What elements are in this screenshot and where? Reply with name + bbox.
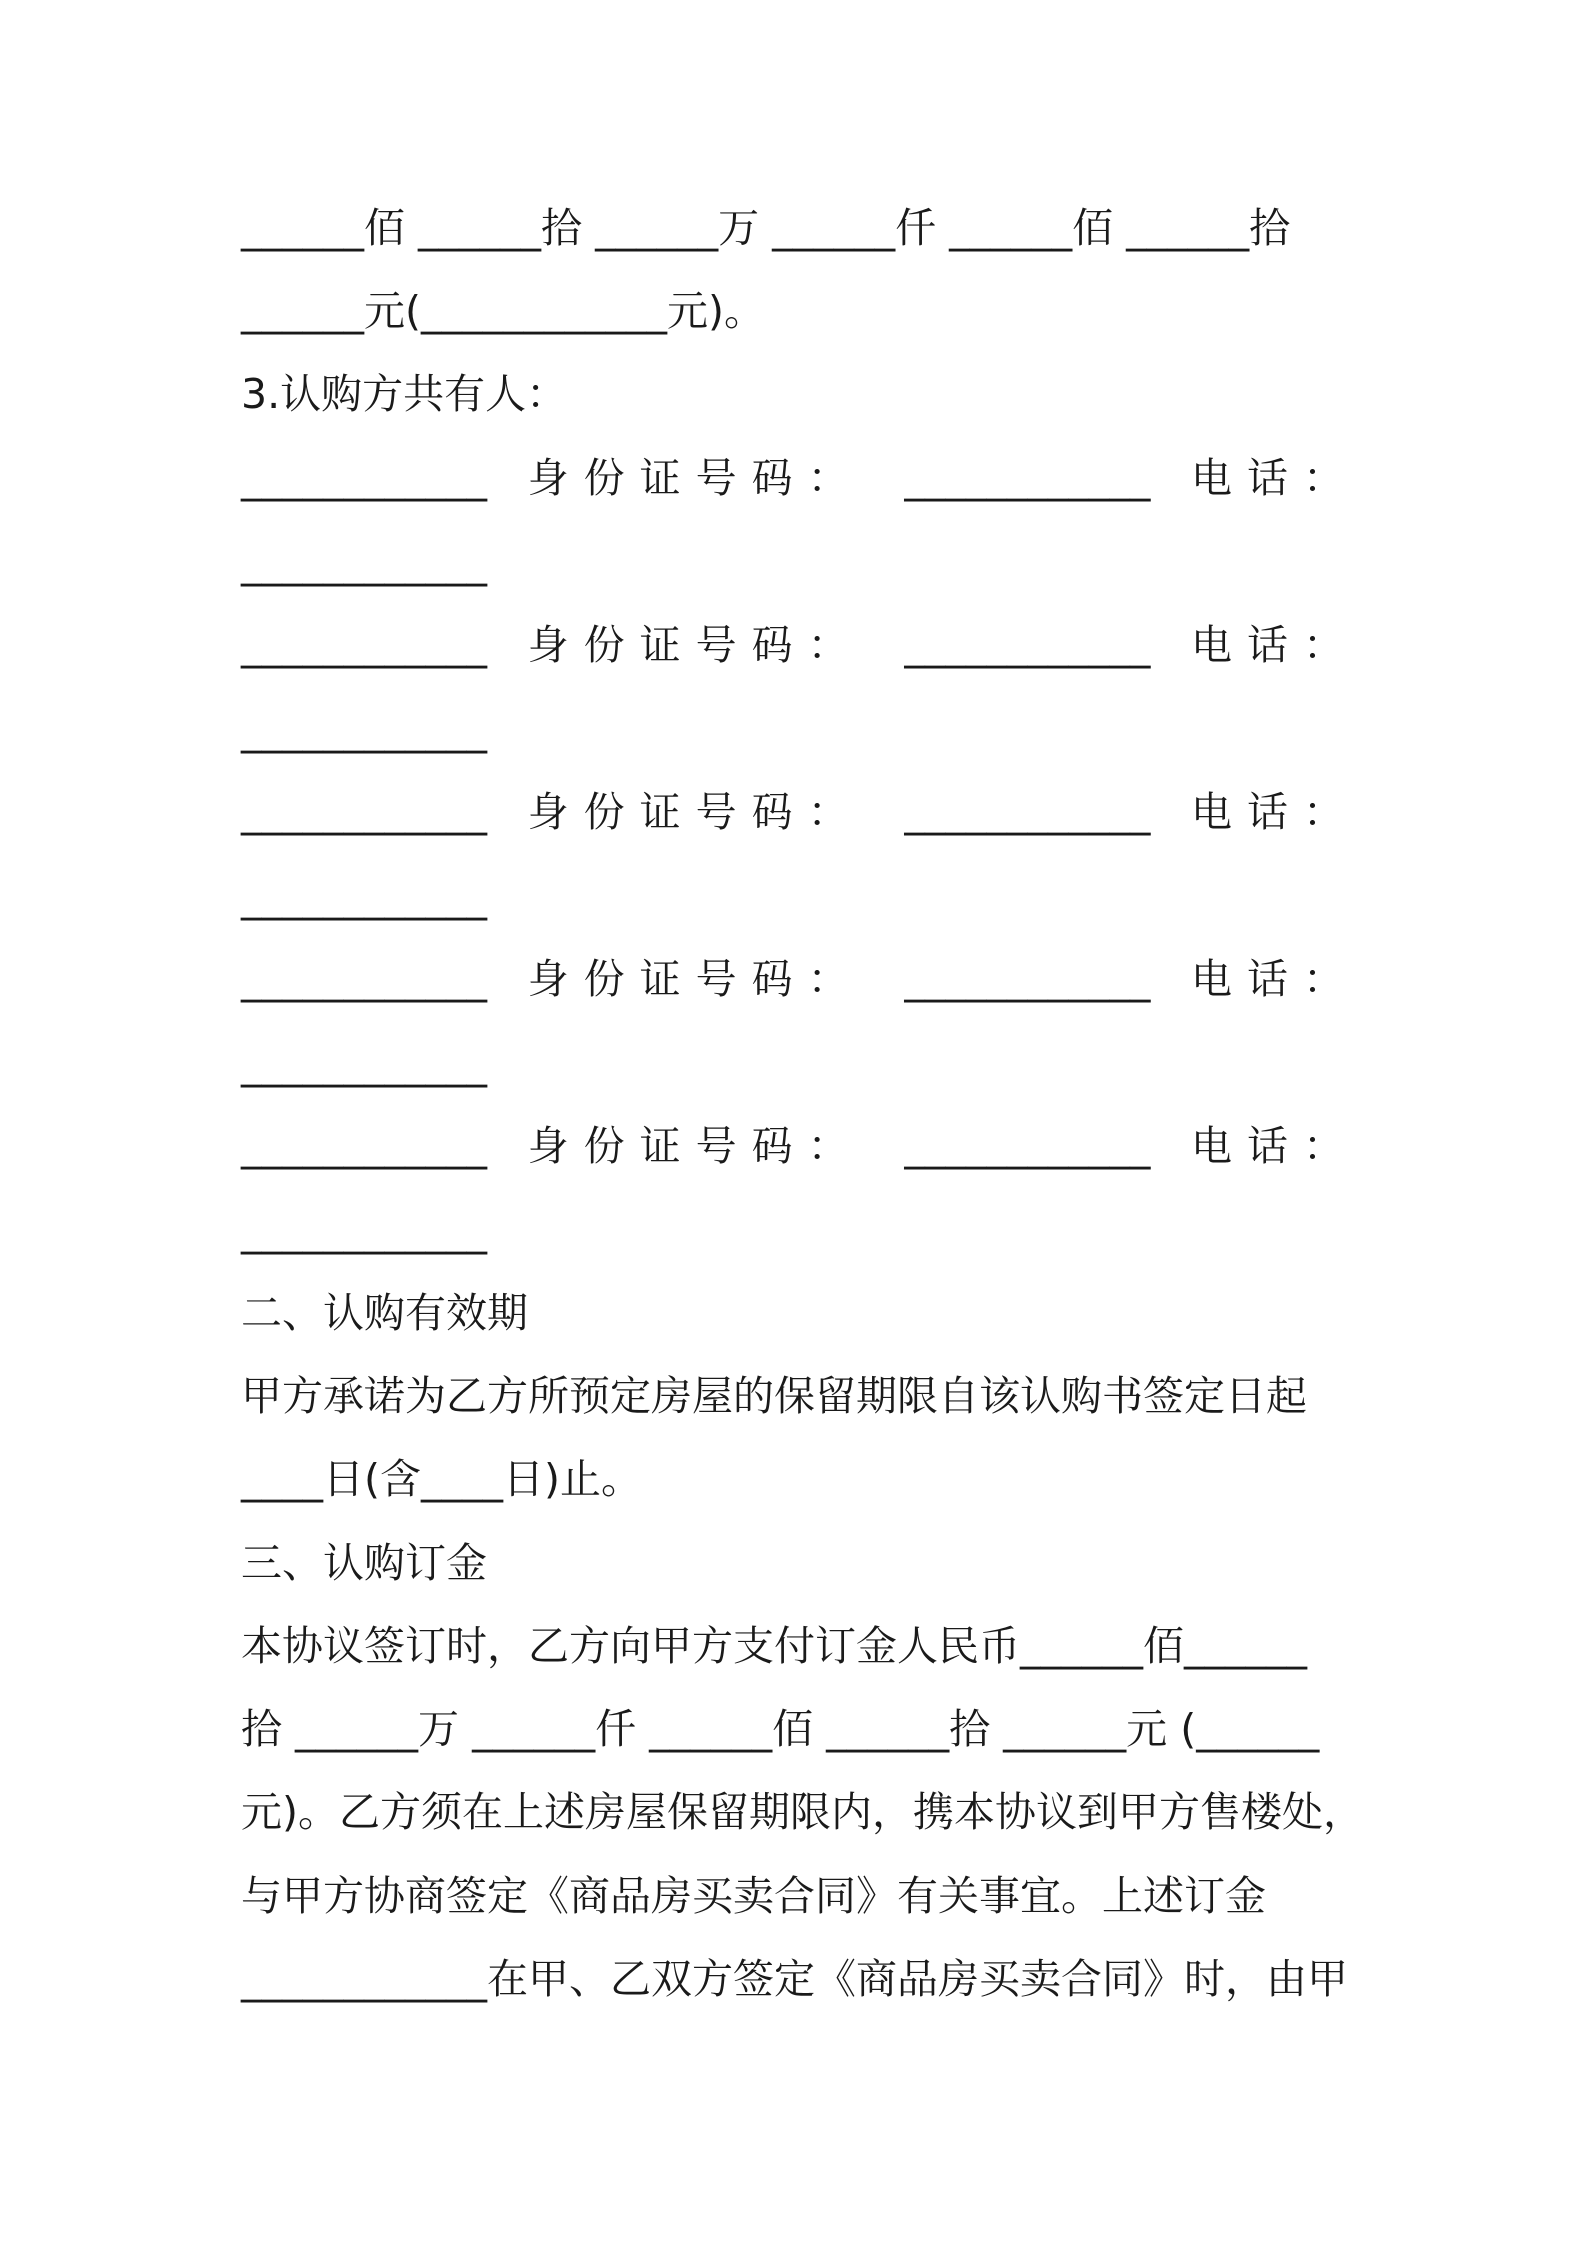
section-3-paragraph-line-2: 拾 ______万 ______仟 ______佰 ______拾 ______元 (______ xyxy=(241,1705,1320,1753)
section-3-title: 三、认购订金 xyxy=(241,1539,487,1587)
section-2-title: 二、认购有效期 xyxy=(241,1289,528,1337)
phone-blank-3: ____________ xyxy=(241,873,487,921)
id-label: 身份证号码： xyxy=(527,454,864,502)
name-blank: ____________ xyxy=(241,621,487,669)
id-blank: ____________ xyxy=(904,788,1151,836)
co-owner-row-5 xyxy=(241,1118,1359,1174)
id-blank: ____________ xyxy=(904,1122,1151,1170)
phone-label: 电话： xyxy=(1190,1122,1359,1170)
id-label: 身份证号码： xyxy=(527,788,864,836)
section-3-paragraph-line-4: 与甲方协商签定《商品房买卖合同》有关事宜。上述订金 xyxy=(241,1872,1266,1920)
section-3-paragraph-line-1: 本协议签订时，乙方向甲方支付订金人民币______佰______ xyxy=(241,1622,1307,1670)
amount-line-1: ______佰 ______拾 ______万 ______仟 ______佰 ______拾 xyxy=(241,204,1291,252)
name-blank: ____________ xyxy=(241,1122,487,1170)
document-page xyxy=(241,0,1364,2244)
co-owner-row-4 xyxy=(241,951,1359,1007)
id-blank: ____________ xyxy=(904,621,1151,669)
phone-label: 电话： xyxy=(1190,788,1359,836)
section-3-paragraph-line-5: ____________在甲、乙双方签定《商品房买卖合同》时，由甲 xyxy=(241,1955,1348,2003)
id-blank: ____________ xyxy=(904,454,1151,502)
id-label: 身份证号码： xyxy=(527,1122,864,1170)
id-blank: ____________ xyxy=(904,955,1151,1003)
co-owner-heading: 3.认购方共有人： xyxy=(241,370,568,418)
co-owner-row-1 xyxy=(241,450,1359,506)
phone-label: 电话： xyxy=(1190,955,1359,1003)
co-owner-row-3 xyxy=(241,784,1359,840)
co-owner-row-2 xyxy=(241,617,1359,673)
name-blank: ____________ xyxy=(241,454,487,502)
phone-blank-1: ____________ xyxy=(241,539,487,587)
phone-blank-2: ____________ xyxy=(241,706,487,754)
amount-line-2: ______元(____________元)。 xyxy=(241,287,765,335)
section-2-paragraph-line-2: ____日(含____日)止。 xyxy=(241,1455,642,1503)
phone-label: 电话： xyxy=(1190,621,1359,669)
name-blank: ____________ xyxy=(241,955,487,1003)
phone-blank-5: ____________ xyxy=(241,1207,487,1255)
phone-blank-4: ____________ xyxy=(241,1040,487,1088)
section-3-paragraph-line-3: 元)。乙方须在上述房屋保留期限内，携本协议到甲方售楼处， xyxy=(241,1788,1364,1836)
name-blank: ____________ xyxy=(241,788,487,836)
id-label: 身份证号码： xyxy=(527,955,864,1003)
section-2-paragraph-line-1: 甲方承诺为乙方所预定房屋的保留期限自该认购书签定日起 xyxy=(241,1372,1307,1420)
phone-label: 电话： xyxy=(1190,454,1359,502)
id-label: 身份证号码： xyxy=(527,621,864,669)
